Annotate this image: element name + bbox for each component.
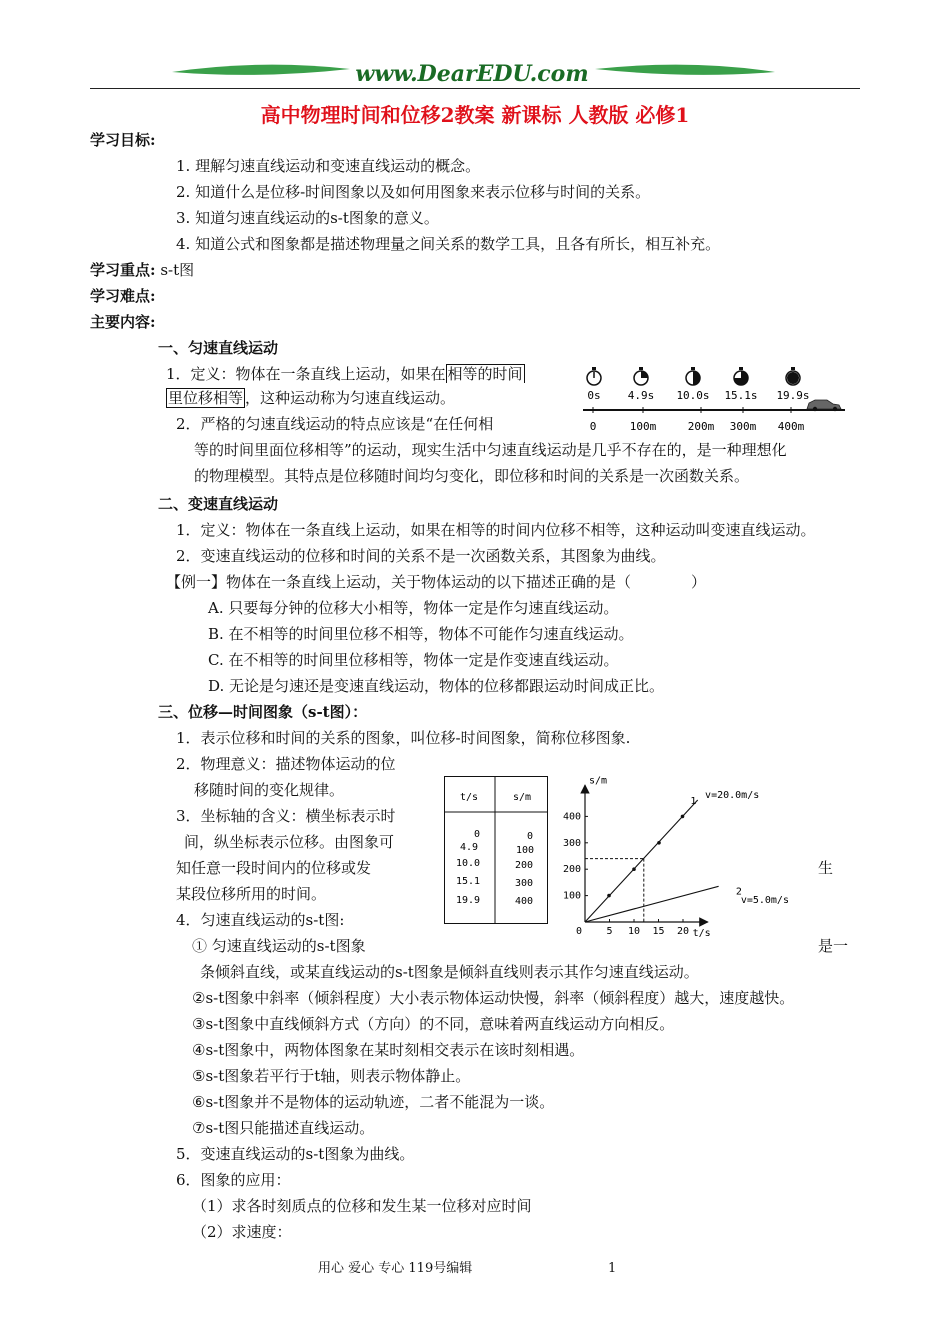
sec3-p6: 6．图象的应用： [176,1171,291,1189]
series-1-point [632,867,636,871]
series-1-label: v=20.0m/s [705,789,760,801]
header-banner [0,55,950,91]
table-header-s: s/m [512,792,532,803]
sec1-p1-text-2: ，这种运动称为匀速直线运动。 [245,389,456,407]
stopwatch-time-label: 15.1s [724,389,758,402]
stopwatch-icon [734,367,748,385]
stopwatch-icon [786,367,800,385]
x-tick-label: 5 [606,926,613,937]
sec3-p6-2: （2）求速度： [192,1223,292,1241]
y-tick-label: 300 [562,837,581,849]
table-cell-t-3: 15.1 [455,876,481,887]
sec3-p6-1: （1）求各时刻质点的位移和发生某一位移对应时间 [192,1197,532,1215]
goal-1: 1. 理解匀速直线运动和变速直线运动的概念。 [176,157,481,175]
stopwatch-time-label: 0s [587,389,601,402]
y-tick-label: 400 [562,811,581,823]
table-cell-s-1: 100 [515,845,535,856]
goal-4: 4. 知道公式和图象都是描述物理量之间关系的数学工具，且各有所长，相互补充。 [176,235,721,253]
series-2-name: 2 [735,886,742,898]
sec3-p4: 4．匀速直线运动的s-t图: [176,911,345,929]
sec1-p1-boxed-1: 相等的时间 [447,365,523,383]
sec3-title: 三、位移—时间图象（s-t图）： [158,703,368,721]
y-axis-label: s/m [589,775,608,787]
key-value: s-t图 [155,261,195,279]
stopwatch-figure [575,362,855,438]
track-distance-label: 200m [687,420,715,433]
example-1: 【例一】物体在一条直线上运动，关于物体运动的以下描述正确的是（ ） [166,573,707,591]
difficulty-label: 学习难点: [90,287,156,305]
sec3-p4-1a: ① 匀速直线运动的s-t图象 [192,937,366,955]
page-title: 高中物理时间和位移2教案 新课标 人教版 必修1 [260,103,690,127]
sec3-p3d: 某段位移所用的时间。 [176,885,327,903]
sec1-p2-line1: 2．严格的匀速直线运动的特点应该是“在任何相 [176,415,494,433]
sec3-p3c: 知任意一段时间内的位移或发 [176,859,372,877]
sec3-p4-7: ⑦s-t图只能描述直线运动。 [192,1119,375,1137]
sec3-p1: 1．表示位移和时间的关系的图象，叫位移-时间图象，简称位移图象. [176,729,631,747]
table-cell-s-4: 400 [514,896,534,907]
sec1-p1-line1 [166,364,525,384]
page-number: 1 [608,1261,617,1276]
y-tick-label: 200 [562,864,581,876]
track-distance-label: 400m [777,420,805,433]
sec3-p3b: 间，纵坐标表示位移。由图象可 [184,833,395,851]
table-cell-t-2: 10.0 [455,858,481,869]
sec3-p4-5: ⑤s-t图象若平行于t轴，则表示物体静止。 [192,1067,471,1085]
sec1-p2-line3: 的物理模型。其特点是位移随时间均匀变化，即位移和时间的关系是一次函数关系。 [194,467,750,485]
x-tick-label: 15 [652,926,665,937]
series-1-line [585,800,698,922]
stopwatch-icon [634,367,648,385]
stopwatch-time-label: 19.9s [776,389,810,402]
main-label: 主要内容: [90,313,156,331]
sec1-p1-text: 1．定义：物体在一条直线上运动，如果在 [166,365,446,383]
series-1-point [657,841,661,845]
x-tick-label: 0 [575,926,583,937]
right-leaf-icon [595,65,775,75]
key-point [90,260,194,280]
table-cell-t-4: 19.9 [455,895,481,906]
st-table [444,776,548,924]
option-a: A. 只要每分钟的位移大小相等，物体一定是作匀速直线运动。 [208,599,619,617]
footer-text: 用心 爱心 专心 119号编辑 [318,1261,473,1276]
sec3-p4-4: ④s-t图象中，两物体图象在某时刻相交表示在该时刻相遇。 [192,1041,585,1059]
y-tick-label: 100 [562,890,581,902]
key-label: 学习重点: [90,261,156,279]
option-b: B. 在不相等的时间里位移不相等，物体不可能作匀速直线运动。 [208,625,634,643]
sec3-p4-6: ⑥s-t图象并不是物体的运动轨迹，二者不能混为一谈。 [192,1093,555,1111]
table-cell-s-3: 300 [514,878,534,889]
series-1-point [607,894,611,898]
sec3-p5: 5．变速直线运动的s-t图象为曲线。 [176,1145,415,1163]
sec3-p4-3: ③s-t图象中直线倾斜方式（方向）的不同，意味着两直线运动方向相反。 [192,1015,675,1033]
sec2-p2: 2．变速直线运动的位移和时间的关系不是一次函数关系，其图象为曲线。 [176,547,666,565]
track-distance-label: 100m [629,420,657,433]
x-axis-label: t/s [692,928,711,939]
table-cell-t-0: 0 [473,829,481,840]
sec3-p2a: 2．物理意义：描述物体运动的位 [176,755,396,773]
site-name: www.DearEDU.com [355,61,589,87]
option-d: D. 无论是匀速还是变速直线运动，物体的位移都跟运动时间成正比。 [208,677,665,695]
x-tick-label: 10 [627,926,641,937]
option-c: C. 在不相等的时间里位移相等，物体一定是作变速直线运动。 [208,651,619,669]
stopwatch-time-label: 4.9s [627,389,655,402]
series-2-line [585,886,719,922]
x-tick-label: 20 [676,926,690,937]
sec3-p4-1b: 条倾斜直线，或某直线运动的s-t图象是倾斜直线则表示其作匀速直线运动。 [200,963,699,981]
track-distance-label: 300m [729,420,757,433]
track-distance-label: 0 [589,420,597,433]
sec3-p2b: 移随时间的变化规律。 [194,781,345,799]
table-cell-t-1: 4.9 [459,842,479,853]
sec1-p2-line2: 等的时间里面位移相等”的运动，现实生活中匀速直线运动是几乎不存在的，是一种理想化 [194,441,787,459]
stopwatch-time-label: 10.0s [676,389,710,402]
sec3-p3a: 3．坐标轴的含义：横坐标表示时 [176,807,396,825]
sec2-p1: 1．定义：物体在一条直线上运动，如果在相等的时间内位移不相等，这种运动叫变速直线运动。 [176,521,816,539]
goal-2: 2. 知道什么是位移-时间图象以及如何用图象来表示位移与时间的关系。 [176,183,651,201]
table-cell-s-2: 200 [514,860,534,871]
goals-label: 学习目标: [90,131,156,149]
series-2-label: v=5.0m/s [740,894,789,906]
header-rule [90,88,860,89]
goal-3: 3. 知道匀速直线运动的s-t图象的意义。 [176,209,439,227]
st-chart [555,760,789,940]
sec3-p3-tail: 生 [818,859,834,877]
series-1-point [681,815,685,819]
sec1-p1-boxed-2: 里位移相等 [168,389,244,407]
sec2-title: 二、变速直线运动 [158,495,279,513]
table-cell-s-0: 0 [526,831,534,842]
stopwatch-icon [686,367,700,385]
table-header-t: t/s [459,792,479,803]
sec1-p1-line2 [166,388,455,408]
sec3-p4-1-tail: 是一 [818,937,849,955]
sec3-p4-2: ②s-t图象中斜率（倾斜程度）大小表示物体运动快慢，斜率（倾斜程度）越大，速度越快。 [192,989,795,1007]
series-1-name: 1 [690,795,697,807]
left-leaf-icon [172,65,350,75]
stopwatch-icon [587,367,601,385]
sec1-title: 一、匀速直线运动 [158,339,279,357]
